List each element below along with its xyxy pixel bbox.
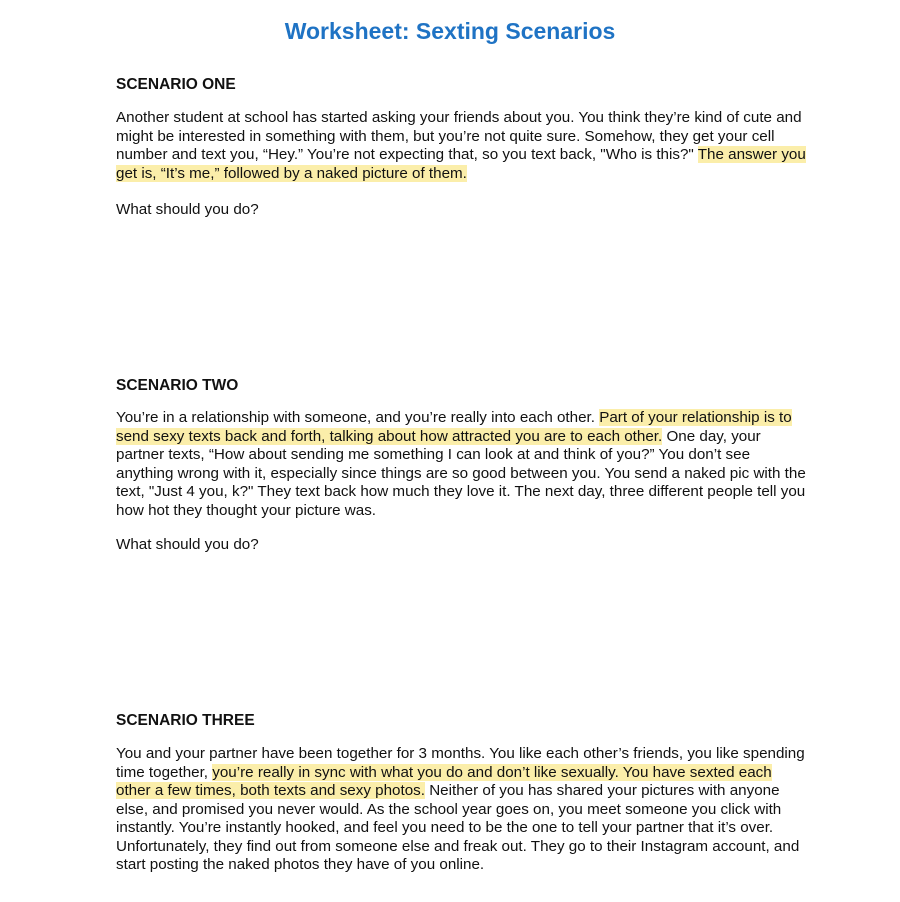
scenario-three-text-part: Neither of you has shared your pictures with anyone else, and promised you never would. As the school year goes on, you meet someone you click with instantly. You’re instantly hooked, and feel you need to be the one to tell your partner that it’s over. Unfortunately, they find out from someone else and freak out. They go to their Instagram account, and start posting the naked photos they have of you online.	[116, 782, 800, 873]
scenario-two-text	[116, 409, 806, 520]
scenario-one-question: What should you do?	[116, 201, 259, 218]
scenario-one-heading: SCENARIO ONE	[116, 76, 236, 93]
scenario-two-highlight: Part of your relationship is to send sexy texts back and forth, talking about how attracted you are to each other.	[116, 409, 792, 445]
scenario-three-heading: SCENARIO THREE	[116, 712, 255, 729]
scenario-three-text-part: You and your partner have been together for 3 months. You like each other’s friends, you like spending time together,	[116, 745, 805, 781]
scenario-two-text-part: You’re in a relationship with someone, and you’re really into each other.	[116, 409, 600, 426]
scenario-three-highlight: you’re really in sync with what you do and don’t like sexually. You have sexted each other a few times, both texts and sexy photos.	[116, 763, 772, 799]
scenario-two-question: What should you do?	[116, 536, 259, 553]
scenario-one-text	[116, 109, 806, 183]
scenario-two-heading: SCENARIO TWO	[116, 377, 239, 394]
scenario-two-text-part: One day, your partner texts, “How about sending me something I can look at and think of you?” You don’t see anything wrong with it, especially since things are so good between you. You send a naked pic with the text, "Just 4 you, k?" They text back how much they love it. The next day, three different people tell you how hot they thought your picture was.	[116, 427, 806, 519]
scenario-one-text-part: Another student at school has started asking your friends about you. You think they’re kind of cute and might be interested in something with them, but you’re not quite sure. Somehow, they get your cell number and text you, “Hey.” You’re not expecting that, so you text back, "Who is this?"	[116, 109, 802, 163]
scenario-one-highlight: The answer you get is, “It’s me,” followed by a naked picture of them.	[116, 146, 806, 182]
worksheet-title: Worksheet: Sexting Scenarios	[284, 18, 616, 44]
scenario-three-text	[116, 745, 806, 875]
